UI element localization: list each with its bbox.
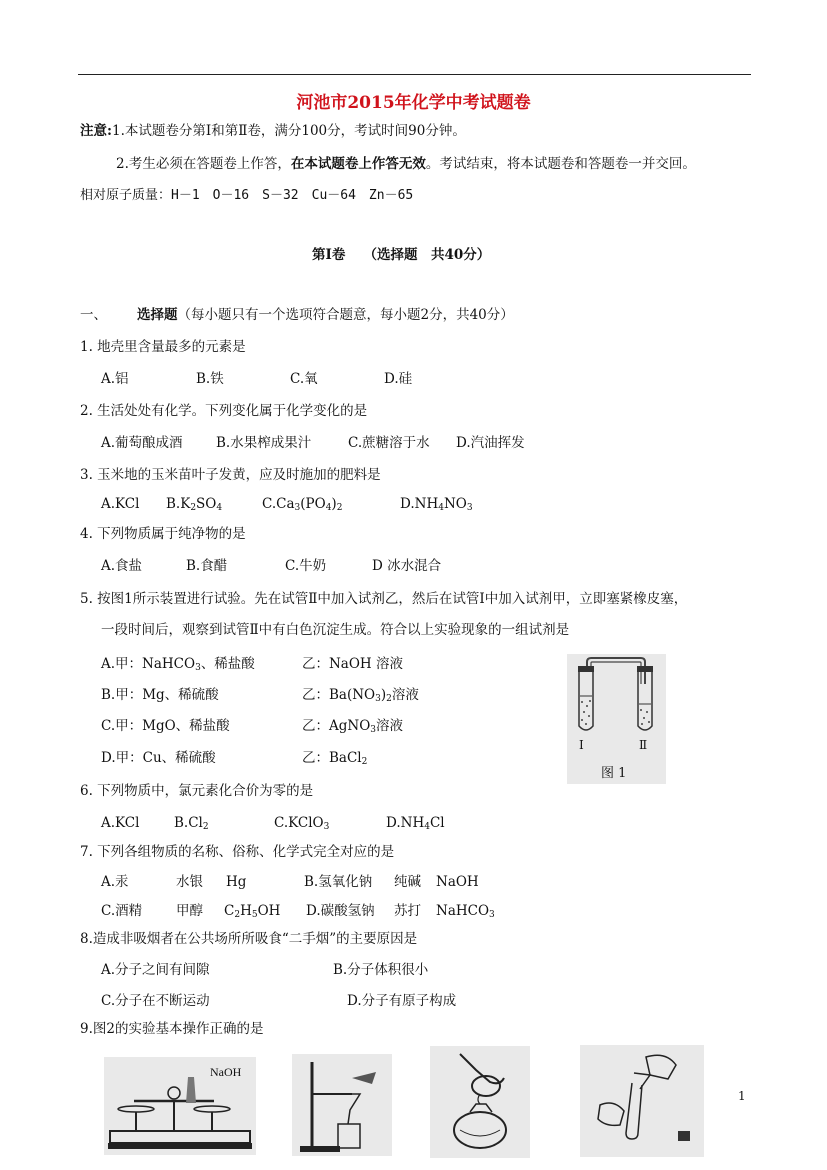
q7-option-b-common: 纯碱 — [394, 874, 421, 890]
figure-2-balance-weighing — [104, 1057, 256, 1155]
q2-option-d: D.汽油挥发 — [456, 435, 525, 451]
q9-stem: 9.图2的实验基本操作正确的是 — [80, 1021, 264, 1037]
pouring-drawing — [580, 1045, 704, 1157]
q1-option-a: A.铝 — [101, 371, 129, 387]
q4-option-c: C.牛奶 — [285, 558, 327, 574]
q3-option-c: $C.Ca_3(PO_4)_2$ — [262, 496, 343, 513]
q7-option-d-name: D.碳酸氢钠 — [306, 903, 375, 919]
q2-option-c: C.蔗糖溶于水 — [348, 435, 430, 451]
q1-option-b: B.铁 — [196, 371, 224, 387]
q6-option-b: $B.Cl_2$ — [174, 815, 209, 832]
q5-option-b-right: 乙：$Ba(NO_3)_2$溶液 — [302, 687, 419, 704]
q8-stem: 8.造成非吸烟者在公共场所所吸食“二手烟”的主要原因是 — [80, 931, 418, 947]
q5-option-d-right: 乙：BaCl$_2$ — [302, 750, 368, 767]
q7-option-b-formula: NaOH — [436, 874, 479, 890]
q7-option-c-formula: $C_2H_5OH$ — [224, 903, 281, 920]
figure-1-label-tube-1: Ⅰ — [579, 738, 584, 752]
figure-1-caption: 图 1 — [601, 766, 627, 781]
q8-option-a: A.分子之间有间隙 — [101, 962, 210, 978]
q8-option-b: B.分子体积很小 — [333, 962, 429, 978]
q5-option-c-right: 乙：AgNO$_3$溶液 — [302, 718, 404, 735]
q7-option-a-common: 水银 — [176, 874, 203, 890]
q7-stem: 7. 下列各组物质的名称、俗称、化学式完全对应的是 — [80, 844, 395, 860]
q2-option-a: A.葡萄酿成酒 — [101, 435, 183, 451]
atomic-mass-line: 相对原子质量：H－1 O－16 S－32 Cu－64 Zn－65 — [80, 188, 414, 203]
q4-stem: 4. 下列物质属于纯净物的是 — [80, 526, 246, 542]
q5-option-a-left: A.甲：NaHCO$_3$、稀盐酸 — [101, 656, 255, 673]
q2-option-b: B.水果榨成果汁 — [216, 435, 312, 451]
q4-option-b: B.食醋 — [186, 558, 228, 574]
filtration-drawing — [292, 1054, 392, 1156]
notice-line-1: 注意:1.本试题卷分第Ⅰ和第Ⅱ卷，满分100分，考试时间90分钟。 — [80, 123, 466, 139]
q3-option-b: $B.K_2SO_4$ — [166, 496, 223, 513]
q2-stem: 2. 生活处处有化学。下列变化属于化学变化的是 — [80, 403, 368, 419]
q7-option-a-formula: Hg — [226, 874, 247, 890]
q3-stem: 3. 玉米地的玉米苗叶子发黄，应及时施加的肥料是 — [80, 467, 381, 483]
q7-option-c-name: C.酒精 — [101, 903, 143, 919]
q8-option-d: D.分子有原子构成 — [347, 993, 457, 1009]
q6-option-d: $D.NH_4Cl$ — [386, 815, 445, 832]
q7-option-d-formula: NaHCO$_3$ — [436, 903, 495, 920]
q7-option-b-name: B.氢氧化钠 — [304, 874, 373, 890]
q5-option-b-left: B.甲：Mg、稀硫酸 — [101, 687, 219, 703]
q5-option-d-left: D.甲：Cu、稀硫酸 — [101, 750, 216, 766]
part1-title: 第Ⅰ卷 （选择题 共40分） — [312, 247, 491, 263]
q6-option-a: A.KCl — [101, 815, 140, 831]
q6-option-c: C.KClO$_3$ — [274, 815, 330, 832]
page-title: 河池市2015年化学中考试题卷 — [296, 93, 531, 113]
notice-line-2: 2.考生必须在答题卷上作答，在本试题卷上作答无效。考试结束，将本试题卷和答题卷一并交回。 — [116, 156, 696, 172]
q3-option-a: A.KCl — [101, 496, 140, 512]
figure-2-filtration — [292, 1054, 392, 1156]
page-number: 1 — [738, 1089, 746, 1103]
q1-stem: 1. 地壳里含量最多的元素是 — [80, 339, 246, 355]
q7-option-a-name: A.汞 — [101, 874, 129, 890]
q7-option-c-common: 甲醇 — [176, 903, 203, 919]
figure-2-pouring-liquid — [580, 1045, 704, 1157]
header-rule — [78, 74, 751, 75]
naoh-label: NaOH — [210, 1065, 242, 1079]
q8-option-c: C.分子在不断运动 — [101, 993, 210, 1009]
section-heading: 一、 选择题（每小题只有一个选项符合题意，每小题2分，共40分） — [80, 307, 514, 323]
q4-option-d: D 冰水混合 — [372, 558, 442, 574]
q5-stem-2: 一段时间后，观察到试管Ⅱ中有白色沉淀生成。符合以上实验现象的一组试剂是 — [101, 622, 570, 638]
q4-option-a: A.食盐 — [101, 558, 143, 574]
figure-1-apparatus — [567, 654, 666, 784]
figure-1-label-tube-2: Ⅱ — [639, 738, 648, 752]
q6-stem: 6. 下列物质中，氯元素化合价为零的是 — [80, 783, 314, 799]
q5-stem-1: 5. 按图1所示装置进行试验。先在试管Ⅱ中加入试剂乙，然后在试管Ⅰ中加入试剂甲，立即塞紧橡皮塞， — [80, 591, 688, 607]
q7-option-d-common: 苏打 — [394, 903, 421, 919]
q5-option-c-left: C.甲：MgO、稀盐酸 — [101, 718, 230, 734]
q5-option-a-right: 乙：NaOH 溶液 — [302, 656, 403, 672]
q1-option-d: D.硅 — [384, 371, 413, 387]
alcohol-lamp-drawing — [430, 1046, 530, 1158]
q1-option-c: C.氧 — [290, 371, 318, 387]
q3-option-d: $D.NH_4NO_3$ — [400, 496, 473, 513]
figure-2-alcohol-lamp — [430, 1046, 530, 1158]
